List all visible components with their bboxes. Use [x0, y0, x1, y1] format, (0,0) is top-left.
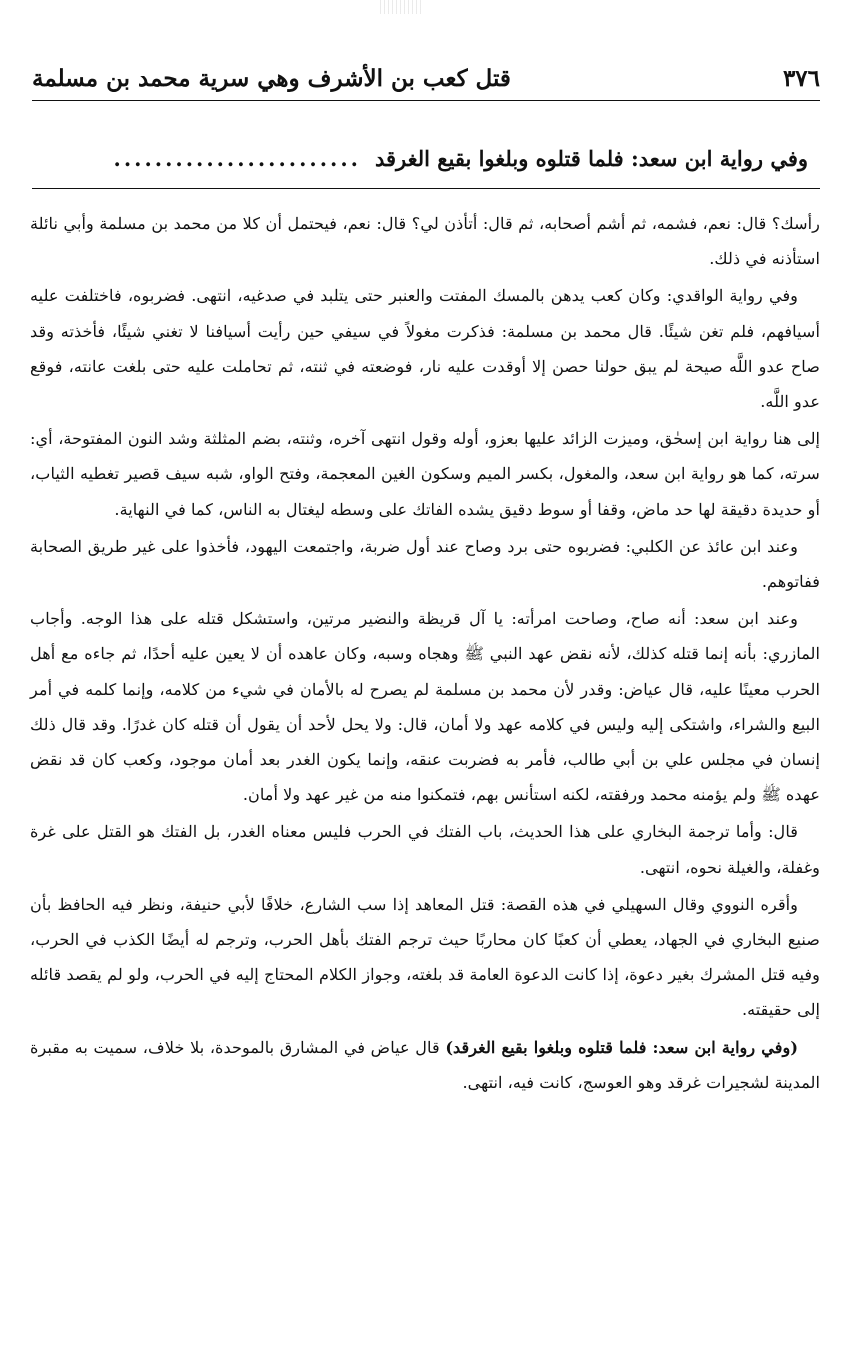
lemma-text: وفي رواية ابن سعد: فلما قتلوه وبلغوا بقيع الغرقد	[374, 145, 808, 171]
paragraph: وأقره النووي وقال السهيلي في هذه القصة: قتل المعاهد إذا سب الشارع، خلافًا لأبي حنيفة، ونظر فيه الحافظ بأن صنيع البخاري في الجهاد، يعطي أن كعبًا كان محاربًا حيث ترجم الفتك بأهل الحرب، وترجم له أيضًا الكذب في الحرب، وفيه قتل المشرك بغير دعوة، إذا كانت الدعوة العامة قد بلغته، وجواز الكلام المحتاج إليه في الحرب، ولو لم يقصد قائله إلى حقيقته.	[30, 894, 820, 1020]
paragraph-last	[30, 1030, 820, 1100]
commentary-body	[30, 206, 820, 1102]
paragraph: وعند ابن عائذ عن الكلبي: فضربوه حتى برد وصاح عند أول ضربة، واجتمعت اليهود، فأخذوا على غير طريق الصحابة ففاتوهم.	[30, 536, 820, 592]
bold-lemma-repeat: (وفي رواية ابن سعد: فلما قتلوه وبلغوا بقيع الغرقد)	[445, 1037, 798, 1057]
paragraph: وعند ابن سعد: أنه صاح، وصاحت امرأته: يا آل قريظة والنضير مرتين، واستشكل قتله على هذا الوجه. وأجاب المازري: بأنه إنما قتله كذلك، لأنه نقض عهد النبي ﷺ وهجاه وسبه، وكان عاهده أن لا يعين عليه أحدًا، ثم جاءه مع أهل الحرب معينًا عليه، قال عياض: وقدر لأن محمد بن مسلمة لم يصرح له بالأمان في شيء من كلامه، وإنما كلمه في أمر البيع والشراء، واشتكى إليه وليس في كلامه عهد ولا أمان، قال: ولا يحل لأحد أن يقول أن قتله كان غدرًا. وقد قال ذلك إنسان في مجلس علي بن أبي طالب، فأمر به فضربت عنقه، وإنما يكون الغدر بعد أمان موجود، وكعب كان قد نقض عهده ﷺ ولم يؤمنه محمد ورفقته، لكنه استأنس بهم، فتمكنوا منه من غير عهد ولا أمان.	[30, 609, 820, 805]
paragraph: وفي رواية الواقدي: وكان كعب يدهن بالمسك المفتت والعنبر حتى يتلبد في صدغيه، انتهى. فضربوه، فاختلفت عليه أسيافهم، فلم تغن شيئًا. قال محمد بن مسلمة: فذكرت مغولاً في سيفي حين رأيت أسيافنا لا تغني شيئًا، فأخذته وقد صاح عدو اللَّه صيحة لم يبق حولنا حصن إلا أوقدت عليه نار، فوضعته في ثنته، ثم تحاملت عليه حتى بلغت عانته، فوقع عدو اللَّه.	[30, 286, 820, 412]
lemma-line	[32, 138, 808, 178]
chapter-title: قتل كعب بن الأشرف وهي سرية محمد بن مسلمة	[32, 64, 511, 92]
header-rule	[32, 100, 820, 101]
paragraph-rest: قال عياض في المشارق بالموحدة، بلا خلاف، سميت به مقبرة المدينة لشجيرات غرقد وهو العوسج، كانت فيه، انتهى.	[30, 1037, 820, 1092]
paragraph: رأسك؟ قال: نعم، فشمه، ثم أشم أصحابه، ثم قال: أتأذن لي؟ قال: نعم، فيحتمل أن كلا من محمد بن مسلمة وأبي نائلة استأذنه في ذلك.	[30, 214, 820, 269]
page-number: ٣٧٦	[782, 64, 820, 92]
running-head	[32, 58, 820, 98]
lemma-dots: ........................	[113, 145, 361, 171]
lemma-rule	[32, 188, 820, 189]
paragraph: إلى هنا رواية ابن إسحٰق، وميزت الزائد عليها بعزو، أوله وقول انتهى آخره، وثنته، بضم المثلثة وشد النون المفتوحة، أي: سرته، كما هو رواية ابن سعد، والمغول، بكسر الميم وسكون الغين المعجمة، وفتح الواو، شبه سيف قصير تغطيه الثياب، أو حديدة دقيقة لها حد ماض، وقفا أو سوط دقيق يشده الفاتك على وسطه ليغتال به الناس، كما في النهاية.	[30, 429, 820, 519]
scan-speck	[380, 0, 422, 14]
paragraph: قال: وأما ترجمة البخاري على هذا الحديث، باب الفتك في الحرب فليس معناه الغدر، بل الفتك هو القتل على غرة وغفلة، والغيلة نحوه، انتهى.	[30, 822, 820, 877]
